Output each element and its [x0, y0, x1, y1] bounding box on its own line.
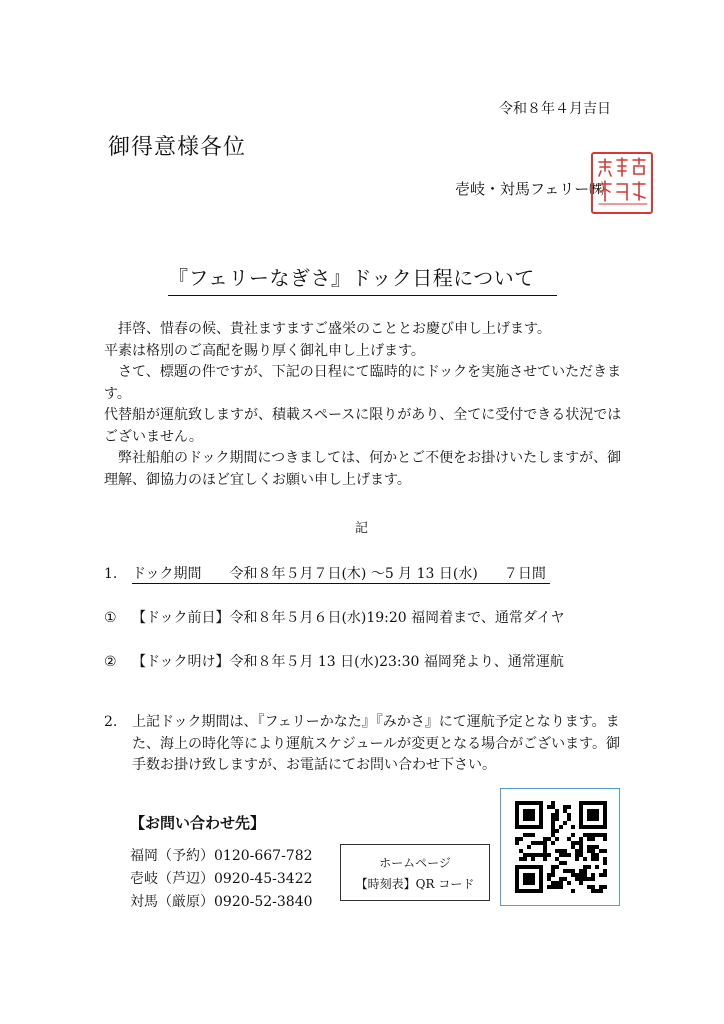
contact-heading: 【お問い合わせ先】	[130, 814, 266, 832]
dock-before-text: 【ドック前日】令和８年５月６日(水)19:20 福岡着まで、通常ダイヤ	[132, 610, 565, 626]
body-paragraph-notice: さて、標題の件ですが、下記の日程にて臨時的にドックを実施させていただきます。	[104, 364, 622, 402]
contact-fukuoka: 福岡（予約）0120-667-782	[130, 848, 313, 864]
timetable-qr-label: 【時刻表】QR コード	[355, 877, 475, 891]
dock-period-days: ７日間	[503, 566, 546, 582]
page-title: 『フェリーなぎさ』ドック日程について	[168, 262, 557, 296]
dock-period-row	[104, 563, 550, 583]
contact-iki: 壱岐（芦辺）0920-45-3422	[130, 871, 313, 887]
item-number: ①	[104, 610, 117, 626]
document-date: 令和８年４月吉日	[499, 101, 611, 117]
homepage-box	[340, 844, 490, 901]
contact-list	[130, 845, 313, 914]
dock-period-dates: 令和８年５月７日(木) ～5 月 13 日(水)	[229, 566, 478, 582]
contact-tsushima: 対馬（厳原）0920-52-3840	[130, 894, 313, 910]
letter-body	[104, 319, 624, 491]
body-paragraph-thanks: 平素は格別のご高配を賜り厚く御礼申し上げます。	[104, 342, 425, 359]
item-number: 1.	[104, 566, 118, 582]
substitute-ship-note	[104, 712, 624, 777]
dock-after-row	[104, 651, 564, 671]
qr-code-frame[interactable]	[500, 788, 620, 906]
seal-icon	[593, 154, 651, 212]
body-paragraph-substitute: 代替船が運航致しますが、積載スペースに限りがあり、全てに受付できる状況ではございません。	[104, 407, 622, 445]
addressee: 御得意様各位	[108, 135, 247, 160]
dock-period-label: ドック期間	[132, 566, 202, 582]
homepage-label: ホームページ	[379, 856, 451, 870]
ki-heading: 記	[355, 521, 369, 536]
company-name: 壱岐・対馬フェリー㈱	[455, 180, 605, 198]
body-paragraph-greeting: 拝啓、惜春の候、貴社ますますご盛栄のこととお慶び申し上げます。	[118, 321, 551, 337]
dock-after-text: 【ドック明け】令和８年５月 13 日(水)23:30 福岡発より、通常運航	[132, 654, 564, 670]
substitute-ship-text: 上記ドック期間は、『フェリーかなた』『みかさ』にて運航予定となります。また、海上の時化等により運航スケジュールが変更となる場合がございます。御手数お掛け致しますが、お電話にてお問い合わせ下さい。	[132, 714, 621, 773]
item-number: ②	[104, 654, 117, 670]
item-number: 2.	[104, 714, 118, 730]
dock-before-row	[104, 607, 565, 627]
body-paragraph-apology: 弊社船舶のドック期間につきましては、何かとご不便をお掛けいたしますが、御理解、御協力のほど宜しくお願い申し上げます。	[104, 450, 622, 488]
company-seal-stamp	[591, 152, 653, 214]
qr-code-icon[interactable]	[515, 801, 607, 893]
